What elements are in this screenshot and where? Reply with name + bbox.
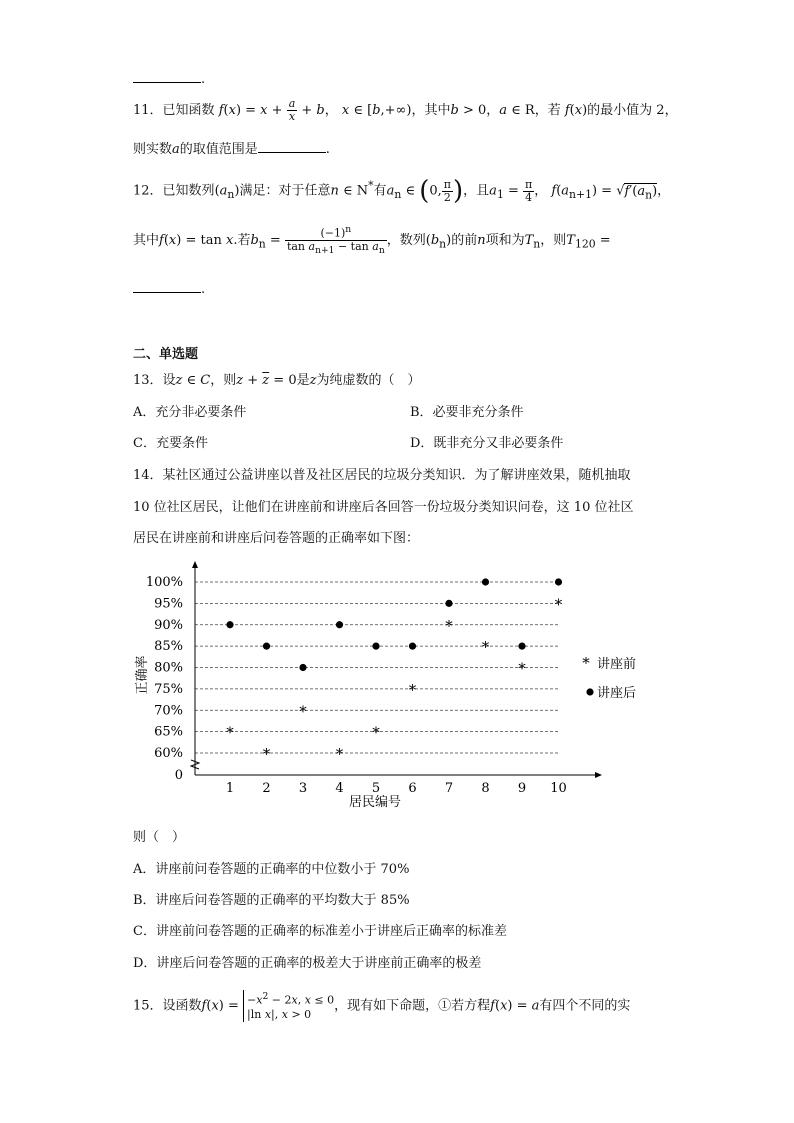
question-13: 13．设z ∈ C，则$z + \overline{z} = 0$是z为纯虚数的（ ） [133,373,421,388]
y-tick-label: 60% [154,746,183,761]
before-point: * [518,659,526,678]
before-point: * [226,723,234,742]
y-tick-label: 0 [174,768,183,783]
q13-option-d[interactable]: D．既非充分又非必要条件 [410,436,564,451]
x-tick-label: 6 [408,781,417,796]
y-axis-label: 正确率 [135,655,150,695]
after-point [518,643,525,650]
after-point [226,621,233,628]
legend-after-label: 讲座后 [597,686,637,701]
x-tick-label: 4 [335,781,344,796]
y-tick-label: 85% [154,639,183,655]
legend-before-marker: * [582,654,590,672]
question-12: 12．已知数列$(a_n)$满足：对于任意n ∈ N*有$a_n$ ∈ (0, $\frac{\pi}{2}$ )，且$a_1$ = $\frac{\pi}{4}$ ， $f(a_{n+1}) = √f'(a_n)$， [133,176,671,206]
q14-option-d[interactable]: D．讲座后问卷答题的正确率的极差大于讲座前正确率的极差 [133,956,482,971]
q13-option-b[interactable]: B．必要非充分条件 [410,405,524,420]
q14-stem-line2: 10 位社区居民，让他们在讲座前和讲座后各回答一份垃圾分类知识问卷，这 10 位社区 [133,500,634,515]
y-tick-label: 100% [145,575,183,590]
y-tick-label: 70% [154,703,183,719]
q12-answer-blank[interactable]: . [133,280,205,297]
before-point: * [299,702,307,721]
before-point: * [262,745,271,763]
x-tick-label: 9 [517,781,527,796]
after-point [336,621,343,628]
x-axis-arrow [595,772,602,778]
before-point: * [335,745,344,763]
y-tick-label: 75% [154,681,183,697]
after-point [263,643,270,650]
x-tick-label: 10 [550,781,567,796]
q14-stem-line1: 14．某社区通过公益讲座以普及社区居民的垃圾分类知识．为了解讲座效果，随机抽取 [133,468,631,483]
q14-option-c[interactable]: C．讲座前问卷答题的正确率的标准差小于讲座后正确率的标准差 [133,924,507,939]
q13-option-c[interactable]: C．充要条件 [133,436,208,451]
y-tick-label: 65% [154,724,183,740]
y-tick-label: 90% [154,617,183,633]
x-tick-label: 3 [298,781,308,796]
legend-before-label: 讲座前 [597,657,637,672]
y-tick-label: 95% [154,596,183,612]
y-axis-arrow [192,561,198,568]
before-point: * [445,616,453,635]
y-tick-label: 80% [154,660,183,676]
before-point: * [372,723,380,742]
before-point: * [554,595,563,614]
before-point: * [408,680,417,699]
x-tick-label: 8 [481,781,490,796]
question-11: 11．已知函数 f(x) = x + $\frac{a}{x}$ + b， x ∈ [b,+∞)，其中b > 0，a ∈ R，若 f(x)的最小值为 2， [133,97,678,123]
x-tick-label: 2 [262,781,271,796]
legend-after-marker [586,688,593,695]
prev-answer-blank[interactable]: . [133,70,205,87]
q14-option-b[interactable]: B．讲座后问卷答题的正确率的平均数大于 85% [133,893,410,908]
section-heading: 二、单选题 [133,347,199,362]
after-point [372,643,379,650]
after-point [445,600,452,607]
after-point [482,578,489,585]
accuracy-scatter-chart [130,560,637,815]
q14-option-a[interactable]: A．讲座前问卷答题的正确率的中位数小于 70% [133,862,410,877]
q11-answer-blank[interactable] [258,140,326,153]
after-point [555,578,562,585]
after-point [409,643,416,650]
x-tick-label: 1 [225,781,235,796]
question-15: 15．设函数$f(x) = -x^2 - 2x$, x ≤ 0 |ln x|, x > 0，现有如下命题，①若方程f(x) = a有四个不同的实 [133,991,631,1021]
after-point [299,664,306,671]
x-tick-label: 7 [444,781,454,796]
before-point: * [481,638,490,657]
question-11-line2: 则实数a的取值范围是 . [133,142,330,157]
q11-number: 11． [133,103,163,118]
q14-then: 则（ ） [133,830,186,845]
x-axis-label: 居民编号 [348,795,402,810]
x-tick-label: 5 [371,781,381,796]
axis-break [191,760,199,769]
q13-option-a[interactable]: A．充分非必要条件 [133,405,247,420]
question-12-line2: 其中f(x) = tan x.若$b_n$ = $\frac{(-1)^n}{\tan a_{n+1} - \tan a_n}$ ，数列$(b_n)$的前n项和为$T_n$，则$T_{120}$ = [133,224,611,256]
q14-stem-line3: 居民在讲座前和讲座后问卷答题的正确率如下图： [133,531,420,546]
